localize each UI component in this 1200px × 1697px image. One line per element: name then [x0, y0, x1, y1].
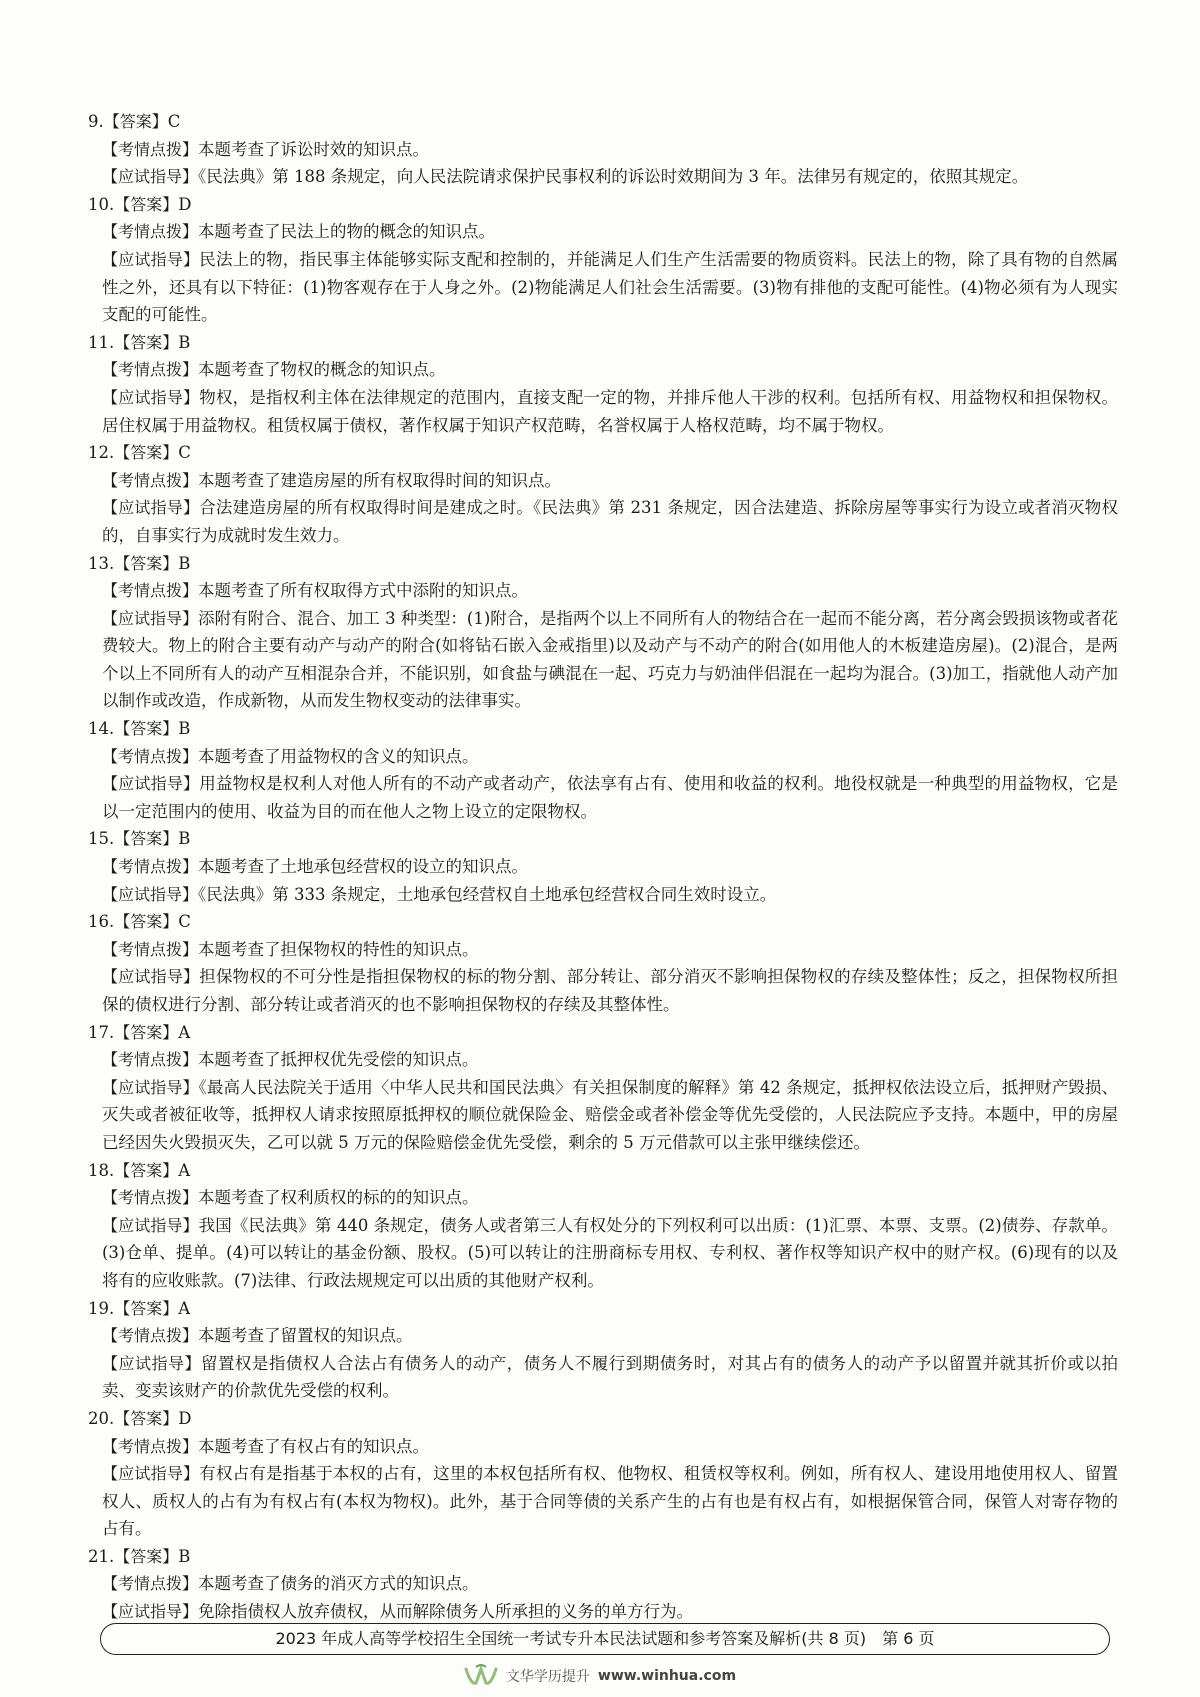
answer-label: 【答案】 — [103, 112, 168, 131]
guide-text: 物权，是指权利主体在法律规定的范围内，直接支配一定的物，并排斥他人干涉的权利。包括所有权、用益物权和担保物权。居住权属于用益物权。租赁权属于债权，著作权属于知识产权范畴，名誉权属于人格权范畴，均不属于物权。 — [102, 387, 1118, 435]
guide-text: 担保物权的不可分性是指担保物权的标的物分割、部分转让、部分消灭不影响担保物权的存续及整体性；反之，担保物权所担保的债权进行分割、部分转让或者消灭的也不影响担保物权的存续及其整体性。 — [102, 967, 1118, 1014]
point-label: 【考情点拨】 — [102, 470, 199, 490]
answer-label: 【答案】 — [114, 719, 179, 739]
guide-text: 合法建造房屋的所有权取得时间是建成之时。《民法典》第 231 条规定，因合法建造、拆除房屋等事实行为设立或者消灭物权的，自事实行为成就时发生效力。 — [102, 498, 1118, 545]
guide-label: 【应试指导】 — [102, 608, 199, 628]
answer-list — [88, 108, 1118, 1626]
question-9 — [88, 108, 1118, 191]
point-label: 【考情点拨】 — [102, 1050, 199, 1070]
question-11 — [88, 329, 1118, 439]
question-number: 16. — [88, 912, 115, 932]
point-text: 本题考查了债务的消灭方式的知识点。 — [198, 1574, 479, 1594]
guide-label: 【应试指导】 — [102, 498, 200, 518]
guide-label: 【应试指导】 — [102, 387, 200, 407]
guide-label: 【应试指导】 — [102, 249, 200, 269]
answer-label: 【答案】 — [114, 553, 179, 573]
point-text: 本题考查了权利质权的标的的知识点。 — [198, 1188, 479, 1208]
guide-label: 【应试指导】 — [102, 167, 199, 187]
answer-label: 【答案】 — [114, 912, 179, 932]
point-text: 本题考查了用益物权的含义的知识点。 — [198, 746, 479, 766]
question-21 — [88, 1543, 1118, 1626]
guide-label: 【应试指导】 — [102, 1602, 199, 1622]
guide-text: 《民法典》第 333 条规定，土地承包经营权自土地承包经营权合同生效时设立。 — [198, 884, 777, 904]
point-text: 本题考查了所有权取得方式中添附的知识点。 — [198, 581, 529, 601]
answer-value: C — [178, 912, 191, 932]
point-text: 本题考查了担保物权的特性的知识点。 — [198, 939, 479, 959]
answer-label: 【答案】 — [114, 332, 179, 352]
question-19 — [88, 1295, 1118, 1405]
answer-label: 【答案】 — [114, 1408, 179, 1428]
point-label: 【考情点拨】 — [102, 222, 199, 242]
guide-text: 《最高人民法院关于适用〈中华人民共和国民法典〉有关担保制度的解释》第 42 条规定，抵押权依法设立后，抵押财产毁损、灭失或者被征收等，抵押权人请求按照原抵押权的顺位就保险金、赔偿金或者补偿金等优先受偿的，人民法院应予支持。本题中，甲的房屋已经因失火毁损灭失，乙可以就 5 万元的保险赔偿金优先受偿，剩余的 5 万元借款可以主张甲继续偿还。 — [102, 1077, 1118, 1152]
question-number: 18. — [88, 1160, 115, 1180]
guide-label: 【应试指导】 — [102, 1077, 199, 1097]
answer-value: C — [167, 112, 181, 131]
guide-text: 《民法典》第 188 条规定，向人民法院请求保护民事权利的诉讼时效期间为 3 年。法律另有规定的，依照其规定。 — [198, 167, 1029, 187]
answer-value: A — [178, 1298, 191, 1318]
answer-value: B — [178, 332, 191, 352]
guide-label: 【应试指导】 — [102, 884, 199, 904]
point-text: 本题考查了建造房屋的所有权取得时间的知识点。 — [198, 470, 562, 490]
question-15 — [88, 825, 1118, 908]
answer-label: 【答案】 — [114, 194, 179, 214]
question-number: 11. — [88, 332, 115, 352]
guide-text: 有权占有是指基于本权的占有，这里的本权包括所有权、他物权、租赁权等权利。例如，所有权人、建设用地使用权人、留置权人、质权人的占有为有权占有(本权为物权)。此外，基于合同等债的关系产生的占有也是有权占有，如根据保管合同，保管人对寄存物的占有。 — [102, 1464, 1118, 1539]
point-label: 【考情点拨】 — [102, 1326, 199, 1346]
question-number: 17. — [88, 1022, 115, 1042]
point-text: 本题考查了有权占有的知识点。 — [198, 1436, 430, 1456]
page-footer: 2023 年成人高等学校招生全国统一考试专升本民法试题和参考答案及解析(共 8 页) 第 6 页 — [100, 1623, 1110, 1655]
question-12 — [88, 439, 1118, 549]
question-number: 19. — [88, 1298, 115, 1318]
guide-label: 【应试指导】 — [102, 1215, 199, 1235]
point-label: 【考情点拨】 — [102, 939, 199, 959]
answer-value: B — [178, 829, 191, 849]
answer-label: 【答案】 — [114, 443, 179, 463]
point-label: 【考情点拨】 — [102, 139, 199, 159]
guide-label: 【应试指导】 — [102, 967, 200, 987]
question-14 — [88, 715, 1118, 825]
point-text: 本题考查了诉讼时效的知识点。 — [198, 139, 430, 159]
guide-label: 【应试指导】 — [102, 1464, 200, 1484]
answer-label: 【答案】 — [114, 829, 179, 849]
question-number: 20. — [88, 1408, 115, 1428]
winhua-logo-icon — [464, 1663, 498, 1689]
answer-label: 【答案】 — [114, 1160, 179, 1180]
point-label: 【考情点拨】 — [102, 1188, 199, 1208]
answer-value: C — [178, 443, 191, 463]
guide-text: 留置权是指债权人合法占有债务人的动产，债务人不履行到期债务时，对其占有的债务人的动产予以留置并就其折价或以拍卖、变卖该财产的价款优先受偿的权利。 — [102, 1353, 1118, 1401]
point-text: 本题考查了留置权的知识点。 — [198, 1326, 413, 1346]
answer-value: A — [178, 1022, 191, 1042]
guide-text: 民法上的物，指民事主体能够实际支配和控制的，并能满足人们生产生活需要的物质资料。民法上的物，除了具有物的自然属性之外，还具有以下特征：(1)物客观存在于人身之外。(2)物能满足人们社会生活需要。(3)物有排他的支配可能性。(4)物必须有为人现实支配的可能性。 — [102, 249, 1118, 325]
point-text: 本题考查了土地承包经营权的设立的知识点。 — [198, 857, 529, 877]
answer-label: 【答案】 — [114, 1022, 179, 1042]
question-20 — [88, 1405, 1118, 1543]
guide-text: 免除指债权人放弃债权，从而解除债务人所承担的义务的单方行为。 — [198, 1602, 694, 1622]
answer-value: D — [178, 194, 192, 214]
answer-value: B — [178, 719, 191, 739]
question-number: 14. — [88, 719, 115, 739]
question-16 — [88, 908, 1118, 1018]
question-number: 9. — [88, 112, 104, 131]
question-18 — [88, 1157, 1118, 1295]
watermark — [0, 1658, 1200, 1694]
guide-label: 【应试指导】 — [102, 1353, 201, 1373]
question-number: 12. — [88, 443, 115, 463]
question-number: 21. — [88, 1546, 115, 1566]
answer-value: D — [178, 1408, 192, 1428]
point-text: 本题考查了民法上的物的概念的知识点。 — [198, 222, 496, 242]
point-label: 【考情点拨】 — [102, 1574, 199, 1594]
guide-text: 我国《民法典》第 440 条规定，债务人或者第三人有权处分的下列权利可以出质：(1)汇票、本票、支票。(2)债券、存款单。(3)仓单、提单。(4)可以转让的基金份额、股权。(5)可以转让的注册商标专用权、专利权、著作权等知识产权中的财产权。(6)现有的以及将有的应收账款。(7)法律、行政法规规定可以出质的其他财产权利。 — [102, 1215, 1118, 1290]
point-label: 【考情点拨】 — [102, 746, 199, 766]
guide-text: 添附有附合、混合、加工 3 种类型：(1)附合，是指两个以上不同所有人的物结合在一起而不能分离，若分离会毁损该物或者花费较大。物上的附合主要有动产与动产的附合(如将钻石嵌入金戒指里)以及动产与不动产的附合(如用他人的木板建造房屋)。(2)混合，是两个以上不同所有人的动产互相混杂合并，不能识别，如食盐与碘混在一起、巧克力与奶油伴侣混在一起均为混合。(3)加工，指就他人动产加以制作或改造，作成新物，从而发生物权变动的法律事实。 — [102, 608, 1118, 711]
point-label: 【考情点拨】 — [102, 360, 199, 380]
question-number: 15. — [88, 829, 115, 849]
watermark-site[interactable]: www.winhua.com — [597, 1668, 737, 1684]
question-number: 10. — [88, 194, 115, 214]
question-13 — [88, 550, 1118, 716]
question-number: 13. — [88, 553, 115, 573]
guide-text: 用益物权是权利人对他人所有的不动产或者动产，依法享有占有、使用和收益的权利。地役权就是一种典型的用益物权，它是以一定范围内的使用、收益为目的而在他人之物上设立的定限物权。 — [102, 774, 1118, 821]
answer-value: B — [178, 1546, 191, 1566]
point-label: 【考情点拨】 — [102, 1436, 199, 1456]
point-label: 【考情点拨】 — [102, 857, 199, 877]
answer-label: 【答案】 — [114, 1546, 179, 1566]
guide-label: 【应试指导】 — [102, 774, 200, 794]
watermark-brand: 文华学历提升 — [505, 1669, 590, 1685]
answer-label: 【答案】 — [114, 1298, 179, 1318]
question-17 — [88, 1019, 1118, 1157]
point-label: 【考情点拨】 — [102, 581, 199, 601]
answer-value: A — [178, 1160, 191, 1180]
point-text: 本题考查了物权的概念的知识点。 — [198, 360, 446, 380]
question-10 — [88, 191, 1118, 329]
point-text: 本题考查了抵押权优先受偿的知识点。 — [198, 1050, 479, 1070]
answer-value: B — [178, 553, 191, 573]
